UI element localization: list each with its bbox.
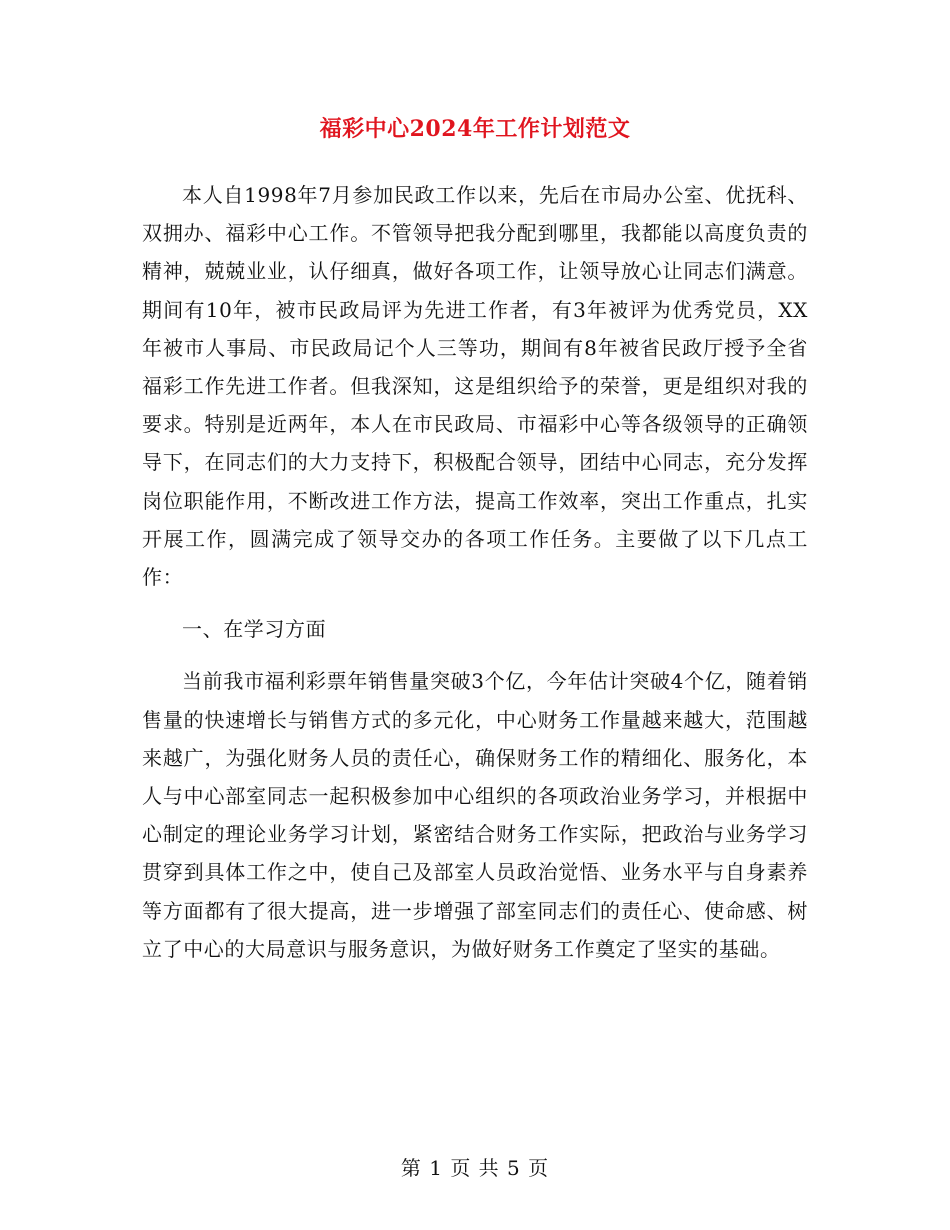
page-footer: 第 1 页 共 5 页: [400, 1156, 550, 1180]
section-heading-study: 一、在学习方面: [182, 617, 327, 642]
document-title: 福彩中心2024年工作计划范文: [319, 116, 631, 142]
document-body: [142, 176, 808, 968]
paragraph-study: 当前我市福利彩票年销售量突破3个亿，今年估计突破4个亿，随着销售量的快速增长与销售方式的多元化，中心财务工作量越来越大，范围越来越广，为强化财务人员的责任心，确保财务工作的精细化、服务化，本人与中心部室同志一起积极参加中心组织的各项政治业务学习，并根据中心制定的理论业务学习计划，紧密结合财务工作实际，把政治与业务学习贯穿到具体工作之中，使自己及部室人员政治觉悟、业务水平与自身素养等方面都有了很大提高，进一步增强了部室同志们的责任心、使命感、树立了中心的大局意识与服务意识，为做好财务工作奠定了坚实的基础。: [142, 669, 808, 961]
paragraph-intro: 本人自1998年7月参加民政工作以来，先后在市局办公室、优抚科、双拥办、福彩中心工作。不管领导把我分配到哪里，我都能以高度负责的精神，兢兢业业，认仔细真，做好各项工作，让领导放心让同志们满意。期间有10年，被市民政局评为先进工作者，有3年被评为优秀党员，XX年被市人事局、市民政局记个人三等功，期间有8年被省民政厅授予全省福彩工作先进工作者。但我深知，这是组织给予的荣誉，更是组织对我的要求。特别是近两年，本人在市民政局、市福彩中心等各级领导的正确领导下，在同志们的大力支持下，积极配合领导，团结中心同志，充分发挥岗位职能作用，不断改进工作方法，提高工作效率，突出工作重点，扎实开展工作，圆满完成了领导交办的各项工作任务。主要做了以下几点工作：: [142, 183, 808, 590]
